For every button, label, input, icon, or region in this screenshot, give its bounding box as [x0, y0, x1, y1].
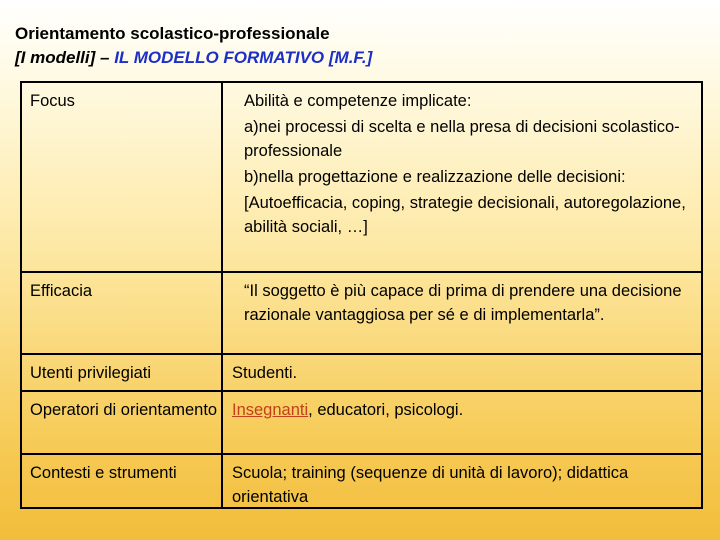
table-row-utenti	[22, 353, 701, 390]
info-table	[20, 81, 703, 509]
table-row-contesti	[22, 453, 701, 507]
row-content	[232, 461, 692, 509]
row-label: Utenti privilegiati	[30, 364, 152, 382]
table-row-operatori	[22, 390, 701, 453]
table-row-efficacia	[22, 271, 701, 353]
row-label: Contesti e strumenti	[30, 464, 177, 482]
slide-title	[15, 22, 705, 70]
title-line-2	[15, 46, 705, 70]
content-line: [Autoefficacia, coping, strategie decisionali, autoregolazione, abilità sociali, …]	[244, 194, 686, 236]
row-label: Operatori di orientamento	[30, 401, 218, 419]
content-line: Scuola; training (sequenze di unità di lavoro); didattica orientativa	[232, 464, 629, 506]
content-line: “Il soggetto è più capace di prima di prendere una decisione razionale vantaggiosa per sé e di implementarla”.	[244, 282, 682, 324]
row-label: Efficacia	[30, 282, 93, 300]
insegnanti-link[interactable]: Insegnanti	[232, 401, 309, 419]
content-line: b)nella progettazione e realizzazione delle decisioni:	[244, 168, 626, 186]
row-label: Focus	[30, 92, 75, 110]
title-line-1: Orientamento scolastico-professionale	[15, 24, 330, 43]
content-line: a)nei processi di scelta e nella presa di decisioni scolastico-professionale	[244, 118, 680, 160]
table-row-focus	[22, 83, 701, 271]
row-content	[244, 279, 692, 327]
content-line: Studenti.	[232, 364, 298, 382]
row-content	[244, 89, 692, 239]
title-line-2-highlight: IL MODELLO FORMATIVO [M.F.]	[114, 48, 373, 67]
content-rest: , educatori, psicologi.	[308, 401, 464, 419]
title-line-2-prefix: [I modelli] –	[15, 48, 115, 67]
row-content	[232, 361, 692, 385]
content-line: Abilità e competenze implicate:	[244, 92, 472, 110]
row-content	[232, 398, 692, 422]
